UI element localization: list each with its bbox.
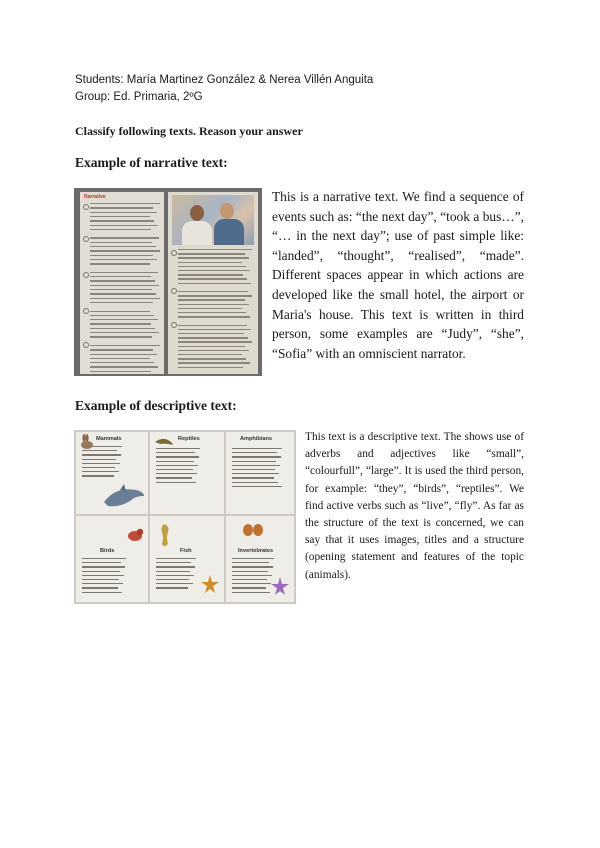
photo-text-line <box>178 367 243 368</box>
poster-text-line <box>156 469 193 470</box>
descriptive-heading: Example of descriptive text: <box>75 398 237 413</box>
photo-text-line <box>178 341 252 342</box>
photo-text-line <box>90 246 156 247</box>
poster-text-line <box>232 452 277 453</box>
animals-poster-photo <box>74 430 296 604</box>
poster-text-line <box>156 461 194 462</box>
poster-text-line <box>156 562 191 563</box>
photo-text-line <box>90 293 156 294</box>
photo-text-line <box>90 319 158 320</box>
mammals-tile <box>76 432 148 514</box>
photo-text-line <box>90 237 159 238</box>
photo-text-line <box>178 299 245 300</box>
descriptive-explanation: This text is a descriptive text. The shows use of adverbs and adjectives like “small”, “colourfull”, “large”. It is used the third person, for example: “they”, “birds”, “reptiles”. We find active verbs such as “live”, “fly”. As far as the structure of the text is concerned, we can say that it uses images, titles and a structure (opening statement and features of the topic (animals). <box>305 431 524 581</box>
poster-text-line <box>82 579 119 580</box>
photo-text-line <box>90 354 157 355</box>
photo-text-line <box>90 250 160 251</box>
poster-text-line <box>82 454 121 455</box>
photo-text-line <box>90 272 158 273</box>
poster-text-line <box>156 583 193 584</box>
people-illustration <box>172 195 254 245</box>
invertebrates-label: Invertebrates <box>238 548 274 554</box>
photo-text-line <box>90 366 158 367</box>
narrative-book-photo <box>74 188 262 376</box>
photo-text-line <box>90 362 154 363</box>
poster-text-line <box>232 448 282 449</box>
photo-text-line <box>178 362 250 363</box>
photo-text-line <box>90 207 153 208</box>
poster-text-line <box>232 579 267 580</box>
photo-text-line <box>178 262 242 263</box>
photo-text-line <box>90 302 153 303</box>
birds-tile <box>76 516 148 602</box>
photo-text-line <box>90 311 150 312</box>
poster-text-line <box>156 566 195 567</box>
photo-text-line <box>90 220 154 221</box>
photo-text-line <box>90 259 157 260</box>
poster-text-line <box>232 562 269 563</box>
photo-text-line <box>178 337 248 338</box>
seahorse-icon <box>154 522 174 550</box>
photo-text-line <box>178 283 251 284</box>
poster-text-line <box>82 562 121 563</box>
photo-text-line <box>178 257 249 258</box>
poster-text-line <box>82 587 118 588</box>
poster-text-line <box>232 477 274 478</box>
photo-text-line <box>90 323 151 324</box>
poster-text-line <box>82 575 124 576</box>
students-line: Students: María Martinez González & Nerea Villén Anguita <box>75 74 374 86</box>
photo-text-line <box>90 242 152 243</box>
poster-text-line <box>82 566 125 567</box>
photo-text-line <box>90 289 152 290</box>
photo-text-line <box>178 274 243 275</box>
photo-text-line <box>178 316 250 317</box>
fish-tile <box>150 516 224 602</box>
photo-text-line <box>90 358 150 359</box>
poster-text-line <box>156 558 196 559</box>
photo-text-line <box>90 285 159 286</box>
photo-text-line <box>90 216 150 217</box>
photo-text-line <box>178 308 242 309</box>
photo-text-line <box>178 291 248 292</box>
book-left-page <box>80 192 164 374</box>
poster-text-line <box>82 475 114 476</box>
photo-text-line <box>178 312 246 313</box>
poster-text-line <box>156 575 194 576</box>
instruction-heading: Classify following texts. Reason your answer <box>75 124 303 138</box>
photo-text-line <box>178 346 245 347</box>
poster-text-line <box>156 477 192 478</box>
narrative-page-title: Narrative <box>84 194 106 200</box>
poster-text-line <box>156 482 196 483</box>
poster-text-line <box>232 473 279 474</box>
photo-text-line <box>178 253 245 254</box>
photo-text-line <box>90 336 152 337</box>
poster-text-line <box>156 452 195 453</box>
fish-label: Fish <box>180 548 192 554</box>
poster-text-line <box>82 592 122 593</box>
poster-text-line <box>232 469 275 470</box>
photo-text-line <box>178 333 244 334</box>
poster-text-line <box>82 450 117 451</box>
poster-text-line <box>82 459 116 460</box>
photo-text-line <box>178 358 246 359</box>
butterfly-icon <box>242 522 264 538</box>
photo-text-line <box>90 276 151 277</box>
photo-text-line <box>90 371 151 372</box>
book-right-page <box>168 192 258 374</box>
photo-text-line <box>90 328 155 329</box>
photo-text-line <box>178 278 247 279</box>
photo-text-line <box>90 263 150 264</box>
poster-text-line <box>82 583 123 584</box>
poster-text-line <box>82 446 122 447</box>
dolphin-icon <box>102 482 146 512</box>
bird-icon <box>124 524 146 546</box>
photo-text-line <box>178 354 242 355</box>
poster-text-line <box>156 587 188 588</box>
photo-text-line <box>90 225 158 226</box>
reptiles-tile <box>150 432 224 514</box>
group-line: Group: Ed. Primaria, 2ºG <box>75 91 203 103</box>
poster-text-line <box>232 486 282 487</box>
mammals-label: Mammals <box>96 436 122 442</box>
photo-text-line <box>90 203 160 204</box>
photo-text-line <box>90 298 160 299</box>
narrative-heading: Example of narrative text: <box>75 155 228 170</box>
photo-text-line <box>90 349 153 350</box>
poster-text-line <box>232 482 278 483</box>
poster-text-line <box>156 456 199 457</box>
photo-text-line <box>178 249 252 250</box>
photo-text-line <box>90 212 157 213</box>
poster-text-line <box>82 571 120 572</box>
birds-label: Birds <box>100 548 115 554</box>
poster-text-line <box>82 471 119 472</box>
photo-text-line <box>178 329 251 330</box>
poster-text-line <box>232 566 273 567</box>
poster-text-line <box>156 465 198 466</box>
poster-text-line <box>82 467 115 468</box>
poster-text-line <box>156 579 189 580</box>
poster-text-line <box>232 571 268 572</box>
poster-text-line <box>232 558 274 559</box>
poster-text-line <box>156 448 200 449</box>
photo-text-line <box>90 255 153 256</box>
photo-text-line <box>90 315 154 316</box>
poster-text-line <box>232 592 270 593</box>
starfish-icon <box>200 574 220 594</box>
poster-text-line <box>156 473 197 474</box>
amphibians-tile <box>226 432 294 514</box>
starfish-icon-2 <box>270 576 290 596</box>
photo-text-line <box>178 295 252 296</box>
photo-text-line <box>178 350 249 351</box>
photo-text-line <box>90 280 155 281</box>
poster-text-line <box>232 465 280 466</box>
photo-text-line <box>178 325 247 326</box>
photo-text-line <box>90 345 160 346</box>
photo-text-line <box>178 304 249 305</box>
poster-text-line <box>232 461 276 462</box>
photo-text-line <box>178 266 246 267</box>
photo-text-line <box>90 229 151 230</box>
poster-text-line <box>232 583 271 584</box>
poster-text-line <box>232 587 266 588</box>
poster-text-line <box>82 558 126 559</box>
rabbit-icon <box>78 434 94 450</box>
invertebrates-tile <box>226 516 294 602</box>
poster-text-line <box>232 456 281 457</box>
lizard-icon <box>154 434 174 448</box>
narrative-explanation: This is a narrative text. We find a sequence of events such as: “the next day”, “took a bus…”, “… in the next day”; use of past simple like: “landed”, “thought”, “realised”, “made”. Different spaces appear in which actions are developed like the small hotel, the airport or Maria's house. This text is written in third person, some examples are “Judy”, “she”, “Sofia” with an omniscient narrator. <box>272 189 524 361</box>
poster-text-line <box>82 463 120 464</box>
photo-text-line <box>178 270 250 271</box>
poster-text-line <box>232 575 272 576</box>
reptiles-label: Reptiles <box>178 436 200 442</box>
amphibians-label: Amphibians <box>240 436 273 442</box>
poster-text-line <box>156 571 190 572</box>
photo-text-line <box>90 332 159 333</box>
